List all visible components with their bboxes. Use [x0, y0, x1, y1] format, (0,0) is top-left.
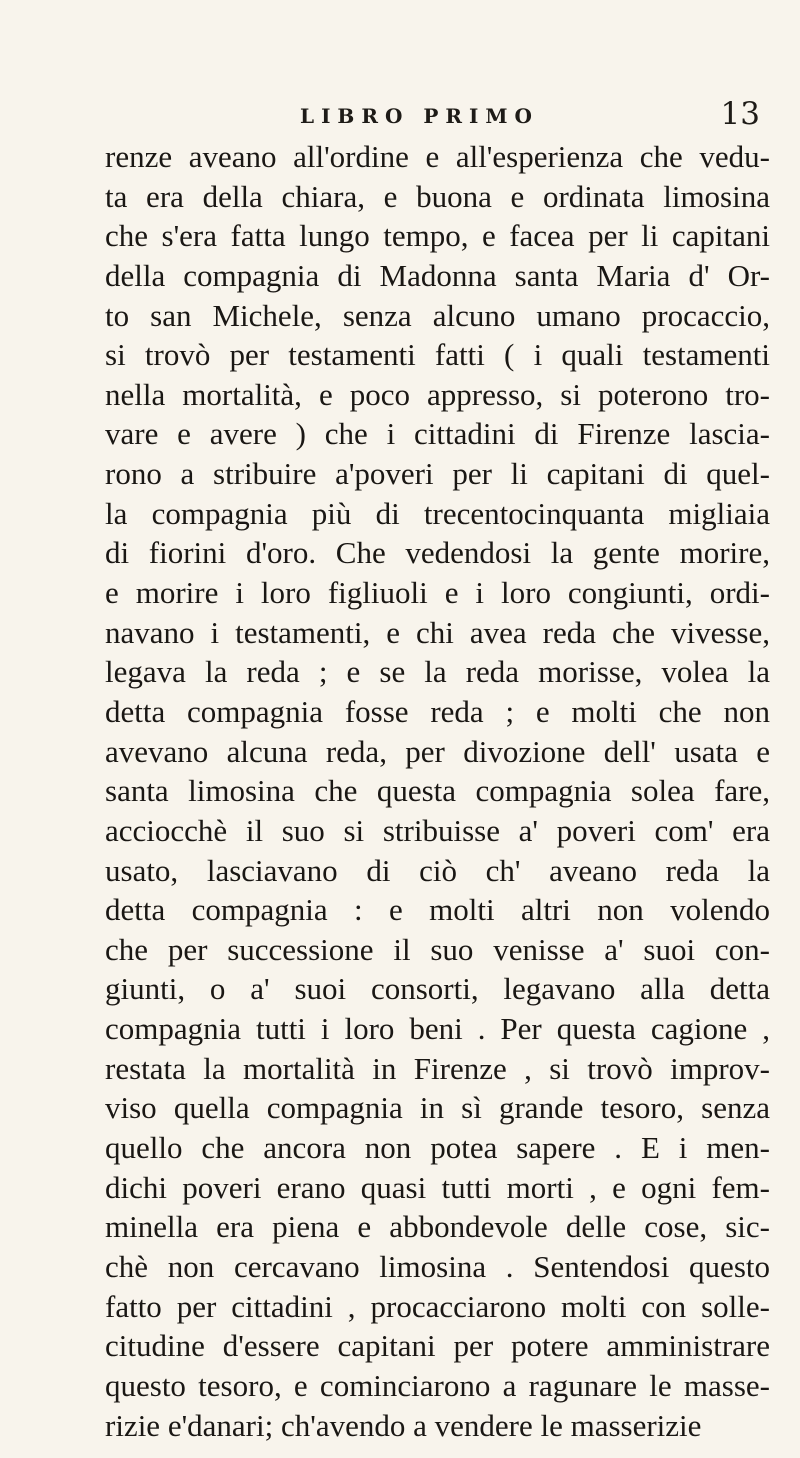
text-line-23: compagnia tutti i loro beni . Per questa cagione ,	[105, 1011, 770, 1047]
text-line-16: avevano alcuna reda, per divozione dell' usata e	[105, 733, 770, 769]
text-line-11: di fiorini d'oro. Che vedendosi la gente morire,	[105, 535, 770, 571]
text-line-28: minella era piena e abbondevole delle cose, sic-	[105, 1209, 770, 1245]
text-line-26: quello che ancora non potea sapere . E i men-	[105, 1130, 770, 1166]
text-line-32: questo tesoro, e cominciarono a ragunare le masse-	[105, 1367, 770, 1403]
text-line-5: to san Michele, senza alcuno umano procaccio,	[105, 297, 770, 333]
text-line-12: e morire i loro figliuoli e i loro congiunti, ordi-	[105, 575, 770, 611]
text-line-2: ta era della chiara, e buona e ordinata limosina	[105, 178, 770, 214]
text-line-24: restata la mortalità in Firenze , si trovò improv-	[105, 1050, 770, 1086]
text-line-10: la compagnia più di trecentocinquanta migliaia	[105, 495, 770, 531]
running-title: LIBRO PRIMO	[300, 104, 539, 128]
text-line-29: chè non cercavano limosina . Sentendosi questo	[105, 1248, 770, 1284]
text-line-7: nella mortalità, e poco appresso, si poterono tro-	[105, 376, 770, 412]
text-line-4: della compagnia di Madonna santa Maria d' Or-	[105, 257, 770, 293]
text-line-30: fatto per cittadini , procacciarono molti con solle-	[105, 1288, 770, 1324]
text-line-14: legava la reda ; e se la reda morisse, volea la	[105, 654, 770, 690]
text-line-25: viso quella compagnia in sì grande tesoro, senza	[105, 1090, 770, 1126]
page-number: 13	[720, 96, 760, 132]
text-line-21: che per successione il suo venisse a' suoi con-	[105, 931, 770, 967]
text-line-27: dichi poveri erano quasi tutti morti , e ogni fem-	[105, 1169, 770, 1205]
text-line-8: vare e avere ) che i cittadini di Firenze lascia-	[105, 416, 770, 452]
text-line-33: rizie e'danari; ch'avendo a vendere le masserizie	[105, 1407, 702, 1443]
text-line-6: si trovò per testamenti fatti ( i quali testamenti	[105, 337, 770, 373]
text-line-3: che s'era fatta lungo tempo, e facea per li capitani	[105, 218, 770, 254]
text-line-20: detta compagnia : e molti altri non volendo	[105, 892, 770, 928]
text-line-17: santa limosina che questa compagnia solea fare,	[105, 773, 770, 809]
running-head	[300, 96, 760, 136]
text-line-13: navano i testamenti, e chi avea reda che vivesse,	[105, 614, 770, 650]
text-line-31: citudine d'essere capitani per potere amministrare	[105, 1328, 770, 1364]
body-text	[105, 137, 770, 1445]
text-line-1: renze aveano all'ordine e all'esperienza che vedu-	[105, 139, 770, 174]
text-line-15: detta compagnia fosse reda ; e molti che non	[105, 693, 770, 729]
text-line-9: rono a stribuire a'poveri per li capitani di quel-	[105, 456, 770, 492]
text-line-22: giunti, o a' suoi consorti, legavano alla detta	[105, 971, 770, 1007]
text-line-19: usato, lasciavano di ciò ch' aveano reda la	[105, 852, 770, 888]
text-line-18: acciocchè il suo si stribuisse a' poveri com' era	[105, 812, 770, 848]
